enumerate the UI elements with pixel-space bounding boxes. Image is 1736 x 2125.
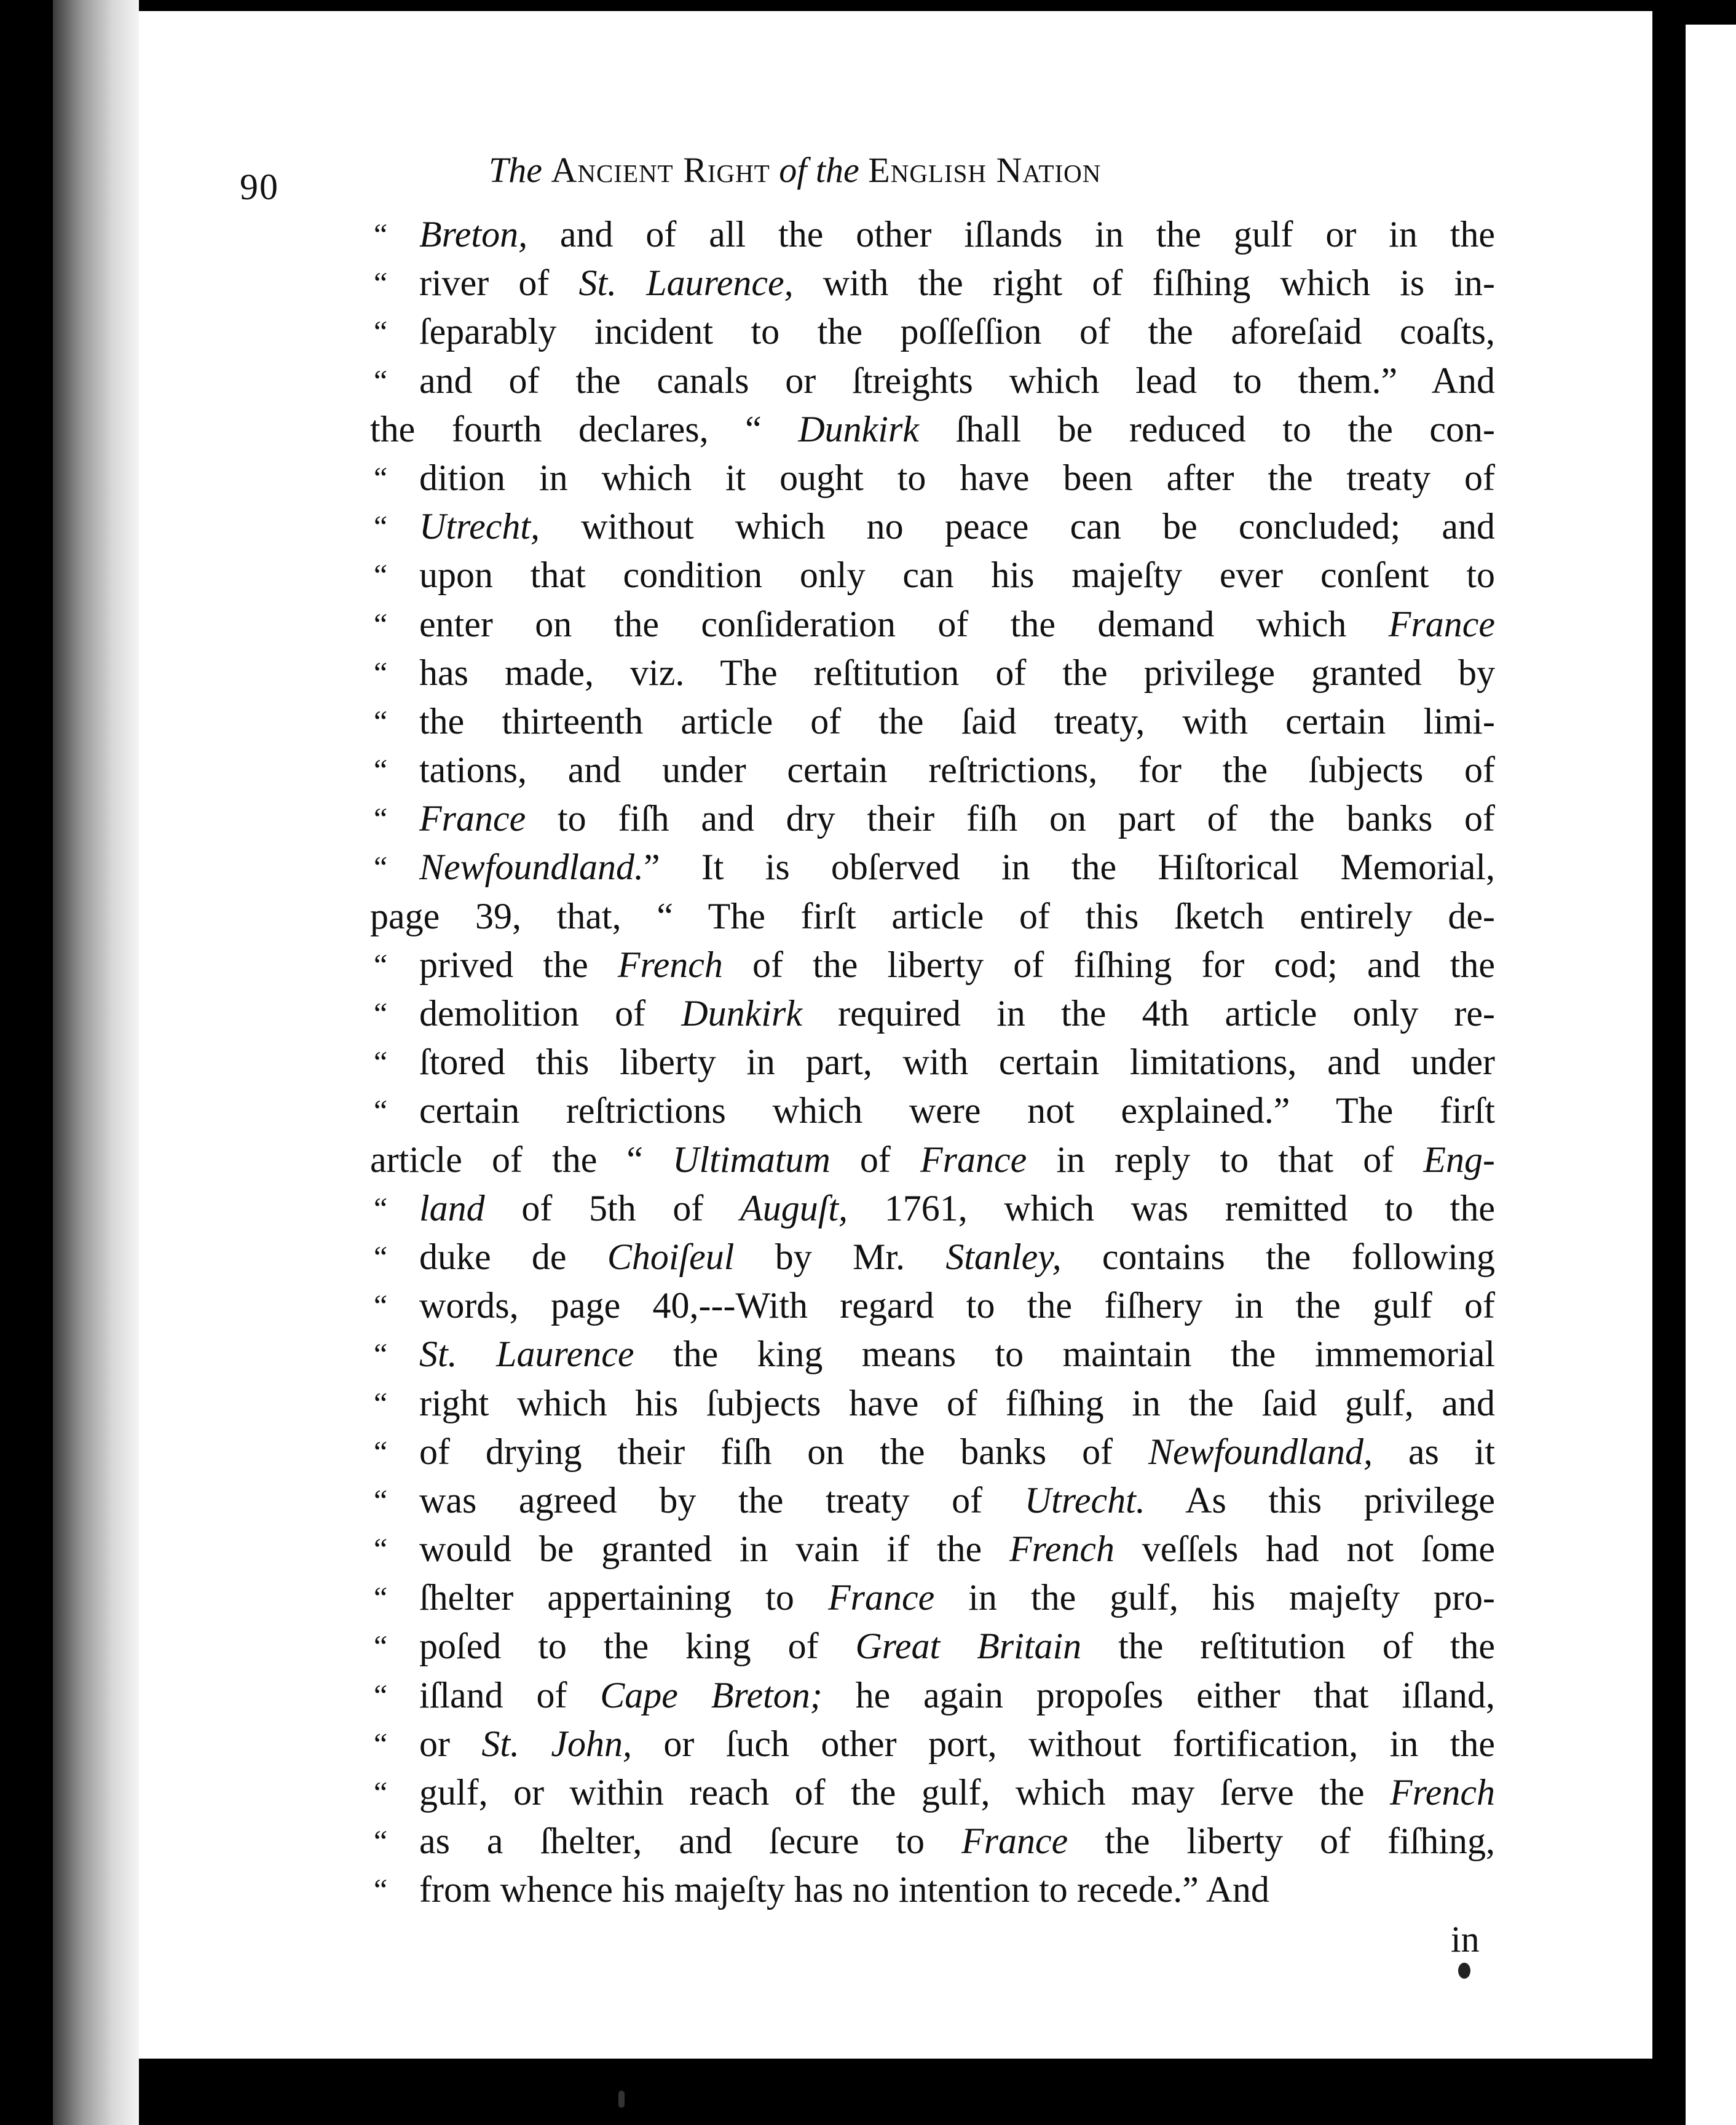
roman-text: would be granted in vain if the — [419, 1529, 1009, 1570]
text-line — [370, 794, 1495, 843]
text-line — [370, 1281, 1495, 1330]
text-line — [370, 210, 1495, 259]
catchword: in — [1451, 1919, 1480, 1960]
running-head-part: Ancient Right — [551, 150, 770, 190]
text-line — [370, 259, 1495, 307]
roman-text: enter on the conſideration of the demand which — [419, 603, 1389, 644]
text-line — [370, 1768, 1495, 1817]
roman-text: ſtored this liberty in part, with certain limitations, and under — [419, 1042, 1495, 1083]
roman-text: 1761, which was remitted to the — [848, 1187, 1495, 1229]
roman-text: contains the following — [1061, 1236, 1495, 1277]
text-line — [370, 1720, 1495, 1768]
text-line — [370, 1476, 1495, 1525]
italic-text: France — [961, 1821, 1068, 1862]
italic-text: Newfoundland. — [419, 847, 644, 888]
text-line — [370, 600, 1495, 649]
italic-text: Utrecht, — [419, 506, 540, 547]
roman-text: tations, and under certain reſtrictions, for the ſubjects of — [419, 750, 1495, 791]
italic-text: Newfoundland, — [1148, 1431, 1373, 1472]
roman-text: words, page 40,---With regard to the fiſhery in the gulf of — [419, 1285, 1495, 1326]
italic-text: French — [1389, 1772, 1495, 1813]
italic-text: French — [1009, 1529, 1115, 1570]
roman-text: demolition of — [419, 993, 682, 1034]
roman-text: the reſtitution of the — [1081, 1626, 1496, 1667]
running-head — [489, 149, 1380, 191]
roman-text: prived the — [419, 944, 618, 985]
text-line — [370, 989, 1495, 1038]
text-line — [370, 1622, 1495, 1671]
text-line — [370, 1817, 1495, 1866]
roman-text: As this privilege — [1145, 1479, 1495, 1521]
roman-text: ” It is obſerved in the Hiſtorical Memorial, — [644, 847, 1495, 888]
roman-text: the liberty of fiſhing, — [1068, 1821, 1495, 1862]
book-gutter — [1652, 0, 1686, 2125]
text-line — [370, 454, 1495, 502]
italic-text: France — [419, 798, 526, 839]
text-line — [370, 746, 1495, 794]
roman-text: by Mr. — [734, 1236, 946, 1277]
roman-text: as a ſhelter, and ſecure to — [419, 1821, 962, 1862]
facing-page-edge — [1686, 25, 1736, 2125]
roman-text: in reply to that of — [1027, 1139, 1424, 1180]
roman-text: as it — [1372, 1431, 1495, 1472]
roman-text: ſhelter appertaining to — [419, 1577, 828, 1618]
italic-text: Ultimatum — [673, 1139, 831, 1180]
italic-text: Dunkirk — [798, 408, 919, 449]
italic-text: Choiſeul — [607, 1236, 735, 1277]
text-line — [370, 307, 1495, 356]
text-line — [370, 1671, 1495, 1720]
roman-text: certain reſtrictions which were not explained.” The firſt — [419, 1090, 1495, 1131]
roman-text: of — [830, 1139, 920, 1180]
roman-text: without which no peace can be concluded; and — [540, 506, 1495, 547]
text-line — [370, 892, 1495, 941]
italic-text: Dunkirk — [681, 993, 802, 1034]
text-line — [370, 405, 1495, 454]
text-line — [370, 649, 1495, 697]
roman-text: veſſels had not ſome — [1114, 1529, 1495, 1570]
roman-text: ſhall be reduced to the con- — [918, 408, 1495, 449]
text-line — [370, 1866, 1495, 1914]
running-head-part: The — [489, 150, 542, 190]
roman-text: or ſuch other port, without fortification, in the — [632, 1723, 1495, 1764]
roman-text: of the liberty of fiſhing for cod; and the — [722, 944, 1495, 985]
text-line — [370, 1233, 1495, 1281]
text-line — [370, 357, 1495, 405]
text-line — [370, 1428, 1495, 1476]
roman-text: article of the “ — [370, 1139, 673, 1180]
italic-text: Cape Breton; — [600, 1674, 823, 1715]
roman-text: in the gulf, his majeſty pro- — [934, 1577, 1495, 1618]
italic-text: St. Laurence, — [578, 263, 794, 304]
roman-text: the thirteenth article of the ſaid treaty, with certain limi- — [419, 700, 1495, 742]
page-number: 90 — [240, 167, 279, 207]
book-page-edge — [53, 0, 139, 2125]
roman-text: and of all the other iſlands in the gulf or in the — [527, 214, 1495, 255]
italic-text: Utrecht. — [1024, 1479, 1145, 1521]
text-line — [370, 941, 1495, 989]
italic-text: French — [617, 944, 723, 985]
text-line — [370, 502, 1495, 551]
italic-text: Great Britain — [855, 1626, 1082, 1667]
roman-text: of 5th of — [484, 1187, 741, 1229]
roman-text: was agreed by the treaty of — [419, 1479, 1025, 1521]
roman-text: gulf, or within reach of the gulf, which may ſerve the — [419, 1772, 1390, 1813]
text-line — [370, 1330, 1495, 1379]
text-line — [370, 1038, 1495, 1086]
roman-text: he again propoſes either that iſland, — [822, 1674, 1495, 1715]
italic-text: France — [920, 1139, 1027, 1180]
roman-text: page 39, that, “ The firſt article of this ſketch entirely de- — [370, 895, 1495, 936]
text-line — [370, 1184, 1495, 1233]
text-line — [370, 1086, 1495, 1135]
text-line — [370, 697, 1495, 746]
roman-text: the fourth declares, “ — [370, 408, 799, 449]
italic-text: Auguſt, — [740, 1187, 848, 1229]
text-line — [370, 843, 1495, 892]
roman-text: the king means to maintain the immemorial — [634, 1334, 1495, 1375]
roman-text: of drying their fiſh on the banks of — [419, 1431, 1148, 1472]
italic-text: France — [827, 1577, 935, 1618]
text-line — [370, 1379, 1495, 1428]
ink-blot — [1458, 1963, 1470, 1979]
italic-text: France — [1388, 603, 1495, 644]
roman-text: iſland of — [419, 1674, 601, 1715]
roman-text: or — [419, 1723, 482, 1764]
italic-text: Stanley, — [945, 1236, 1062, 1277]
running-head-part: of the — [779, 150, 859, 190]
roman-text: dition in which it ought to have been after the treaty of — [419, 457, 1495, 498]
text-line — [370, 1525, 1495, 1573]
text-line — [370, 1573, 1495, 1622]
text-line — [370, 551, 1495, 600]
italic-text: land — [419, 1187, 485, 1229]
roman-text: required in the 4th article only re- — [802, 993, 1495, 1034]
roman-text: river of — [419, 263, 579, 304]
stray-ink-mark — [618, 2091, 625, 2108]
text-line — [370, 1136, 1495, 1184]
roman-text: has made, viz. The reſtitution of the privilege granted by — [419, 652, 1495, 693]
body-text — [370, 210, 1495, 1915]
roman-text: poſed to the king of — [419, 1626, 856, 1667]
roman-text: right which his ſubjects have of fiſhing in the ſaid gulf, and — [419, 1382, 1495, 1423]
italic-text: St. Laurence — [419, 1334, 634, 1375]
roman-text: ſeparably incident to the poſſeſſion of the aforeſaid coaſts, — [419, 311, 1495, 352]
running-head-part: English Nation — [868, 150, 1102, 190]
roman-text: duke de — [419, 1236, 607, 1277]
roman-text: to fiſh and dry their fiſh on part of the banks of — [526, 798, 1495, 839]
italic-text: St. John, — [481, 1723, 633, 1764]
roman-text: with the right of fiſhing which is in- — [793, 263, 1496, 304]
roman-text: upon that condition only can his majeſty ever conſent to — [419, 555, 1495, 596]
italic-text: Eng- — [1423, 1139, 1496, 1180]
roman-text: and of the canals or ſtreights which lead to them.” And — [419, 360, 1495, 401]
italic-text: Breton, — [419, 214, 528, 255]
roman-text: from whence his majeſty has no intention to recede.” And — [419, 1869, 1269, 1910]
